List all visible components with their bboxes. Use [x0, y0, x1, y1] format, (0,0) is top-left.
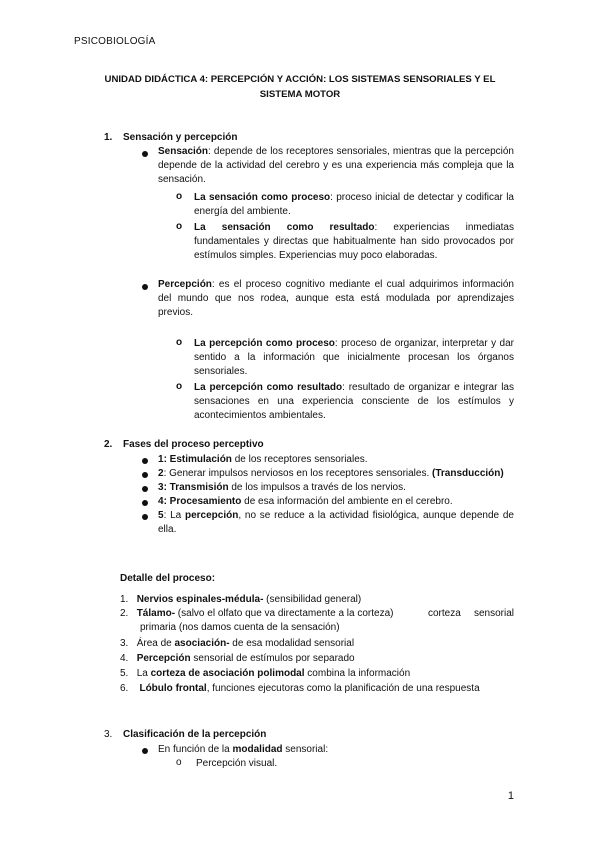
bullet-icon	[142, 500, 148, 506]
detalle-item-5: 5. La corteza de asociación polimodal combina la información	[120, 668, 411, 679]
fase-3: 3: Transmisión de los impulsos a través de los nervios.	[158, 482, 406, 493]
percepcion-resultado-item: La percepción como resultado: resultado de organizar e integrar las sensaciones en una experiencia consciente de los estímulos y acontecimientos ambientales.	[194, 382, 514, 422]
detalle-item-6: 6. Lóbulo frontal, funciones ejecutoras como la planificación de una respuesta	[120, 683, 480, 694]
sensacion-proceso-item: La sensación como proceso: proceso inicial de detectar y codificar la energía del ambiente.	[194, 192, 514, 218]
bullet-icon	[142, 472, 148, 478]
fase-5: 5: La percepción, no se reduce a la actividad fisiológica, aunque depende de ella.	[158, 510, 514, 536]
section-1-number: 1.	[104, 132, 113, 143]
bullet-icon	[142, 284, 148, 290]
percepcion-visual-item: Percepción visual.	[196, 758, 278, 769]
section-2-heading: Fases del proceso perceptivo	[123, 439, 264, 450]
bullet-icon	[142, 514, 148, 520]
sensacion-paragraph: Sensación: depende de los receptores sensoriales, mientras que la percepción depende de la actividad del cerebro y es una experiencia más compleja que la sensación.	[158, 146, 514, 186]
document-title: UNIDAD DIDÁCTICA 4: PERCEPCIÓN Y ACCIÓN: LOS SISTEMAS SENSORIALES Y EL SISTEMA MOTOR	[104, 74, 496, 100]
percepcion-paragraph: Percepción: es el proceso cognitivo mediante el cual adquirimos información del mundo que nos rodea, aunque esta está modulada por aprendizajes previos.	[158, 279, 514, 319]
detalle-heading: Detalle del proceso:	[120, 573, 216, 584]
percepcion-proceso-item: La percepción como proceso: proceso de organizar, interpretar y dar sentido a la información que inicialmente procesan los órganos sensoriales.	[194, 338, 514, 378]
page-number: 1	[507, 790, 514, 802]
modalidad-item: En función de la modalidad sensorial:	[158, 744, 329, 755]
bullet-icon	[142, 486, 148, 492]
detalle-item-1: 1. Nervios espinales-médula- (sensibilidad general)	[120, 594, 362, 605]
bullet-icon	[142, 458, 148, 464]
sensacion-resultado-item: La sensación como resultado: experiencias inmediatas fundamentales y directas que habitualmente han sido provocados por estímulos simples. Experiencias muy poco elaboradas.	[194, 222, 514, 262]
bullet-icon	[142, 151, 148, 157]
circle-bullet-icon: o	[176, 191, 183, 202]
section-2-number: 2.	[104, 439, 113, 450]
circle-bullet-icon: o	[176, 337, 183, 348]
section-3-number: 3.	[104, 729, 113, 740]
fase-1: 1: Estimulación de los receptores sensoriales.	[158, 454, 368, 465]
detalle-item-2-line2: primaria (nos damos cuenta de la sensación)	[140, 622, 340, 633]
bullet-icon	[142, 748, 148, 754]
section-1-heading: Sensación y percepción	[123, 132, 238, 143]
detalle-item-3: 3. Área de asociación- de esa modalidad sensorial	[120, 638, 355, 649]
circle-bullet-icon: o	[176, 381, 183, 392]
circle-bullet-icon: o	[176, 757, 182, 768]
detalle-item-4: 4. Percepción sensorial de estímulos por separado	[120, 653, 355, 664]
detalle-item-2-tail: corteza sensorial	[428, 608, 514, 619]
fase-2: 2: Generar impulsos nerviosos en los receptores sensoriales. (Transducción)	[158, 468, 504, 479]
detalle-item-2: 2. Tálamo- (salvo el olfato que va directamente a la corteza)	[120, 608, 394, 619]
section-3-heading: Clasificación de la percepción	[123, 729, 267, 740]
fase-4: 4: Procesamiento de esa información del ambiente en el cerebro.	[158, 496, 453, 507]
running-header: PSICOBIOLOGÍA	[74, 36, 156, 47]
circle-bullet-icon: o	[176, 221, 183, 232]
